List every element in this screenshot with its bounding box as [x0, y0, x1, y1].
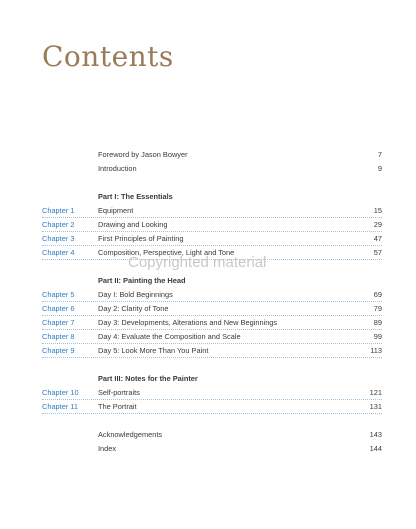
toc-entry-chapter-2[interactable]: [42, 218, 382, 232]
toc-entry-acknowledgements[interactable]: [42, 428, 382, 442]
entry-title: The Portrait: [98, 402, 137, 411]
toc-entry-chapter-8[interactable]: [42, 330, 382, 344]
toc-entry-foreword[interactable]: [42, 148, 382, 162]
toc-entry-chapter-10[interactable]: [42, 386, 382, 400]
entry-page: 144: [369, 444, 382, 453]
page-title: Contents: [42, 40, 174, 73]
entry-title: Foreword by Jason Bowyer: [98, 150, 188, 159]
entry-page: 15: [373, 206, 382, 215]
entry-page: 57: [373, 248, 382, 257]
entry-page: 69: [373, 290, 382, 299]
toc-entry-chapter-6[interactable]: [42, 302, 382, 316]
entry-title: Day 2: Clarity of Tone: [98, 304, 169, 313]
entry-page: 79: [373, 304, 382, 313]
chapter-number: Chapter 6: [42, 304, 75, 313]
part-heading-3: Part III: Notes for the Painter: [98, 374, 198, 383]
entry-page: 47: [373, 234, 382, 243]
entry-title: First Principles of Painting: [98, 234, 184, 243]
entry-page: 9: [377, 164, 382, 173]
entry-page: 99: [373, 332, 382, 341]
entry-title: Composition, Perspective, Light and Tone: [98, 248, 235, 257]
entry-page: 7: [377, 150, 382, 159]
chapter-number: Chapter 11: [42, 402, 79, 411]
toc-entry-chapter-5[interactable]: [42, 288, 382, 302]
chapter-number: Chapter 9: [42, 346, 75, 355]
toc-entry-index[interactable]: [42, 442, 382, 456]
entry-title: Drawing and Looking: [98, 220, 168, 229]
entry-page: 29: [373, 220, 382, 229]
part-heading-1: Part I: The Essentials: [98, 192, 173, 201]
entry-title: Index: [98, 444, 117, 453]
toc-entry-chapter-9[interactable]: [42, 344, 382, 358]
entry-title: Day 4: Evaluate the Composition and Scale: [98, 332, 241, 341]
toc-entry-chapter-11[interactable]: [42, 400, 382, 414]
toc-entry-chapter-1[interactable]: [42, 204, 382, 218]
entry-title: Equipment: [98, 206, 134, 215]
entry-page: 89: [373, 318, 382, 327]
chapter-number: Chapter 5: [42, 290, 75, 299]
entry-title: Introduction: [98, 164, 137, 173]
chapter-number: Chapter 3: [42, 234, 75, 243]
entry-page: 131: [369, 402, 382, 411]
entry-page: 143: [369, 430, 382, 439]
entry-title: Day 3: Developments, Alterations and New Beginnings: [98, 318, 278, 327]
toc-entry-chapter-3[interactable]: [42, 232, 382, 246]
toc-entry-introduction[interactable]: [42, 162, 382, 176]
chapter-number: Chapter 7: [42, 318, 75, 327]
entry-title: Day 5: Look More Than You Paint: [98, 346, 209, 355]
toc-entry-chapter-4[interactable]: [42, 246, 382, 260]
entry-title: Day I: Bold Beginnings: [98, 290, 173, 299]
entry-title: Self-portraits: [98, 388, 140, 397]
copyright-watermark: Copyrighted material: [128, 254, 267, 271]
entry-title: Acknowledgements: [98, 430, 163, 439]
chapter-number: Chapter 4: [42, 248, 75, 257]
chapter-number: Chapter 8: [42, 332, 75, 341]
part-heading-2: Part II: Painting the Head: [98, 276, 186, 285]
chapter-number: Chapter 10: [42, 388, 79, 397]
entry-page: 113: [370, 346, 382, 355]
chapter-number: Chapter 2: [42, 220, 75, 229]
entry-page: 121: [369, 388, 382, 397]
chapter-number: Chapter 1: [42, 206, 75, 215]
toc-entry-chapter-7[interactable]: [42, 316, 382, 330]
